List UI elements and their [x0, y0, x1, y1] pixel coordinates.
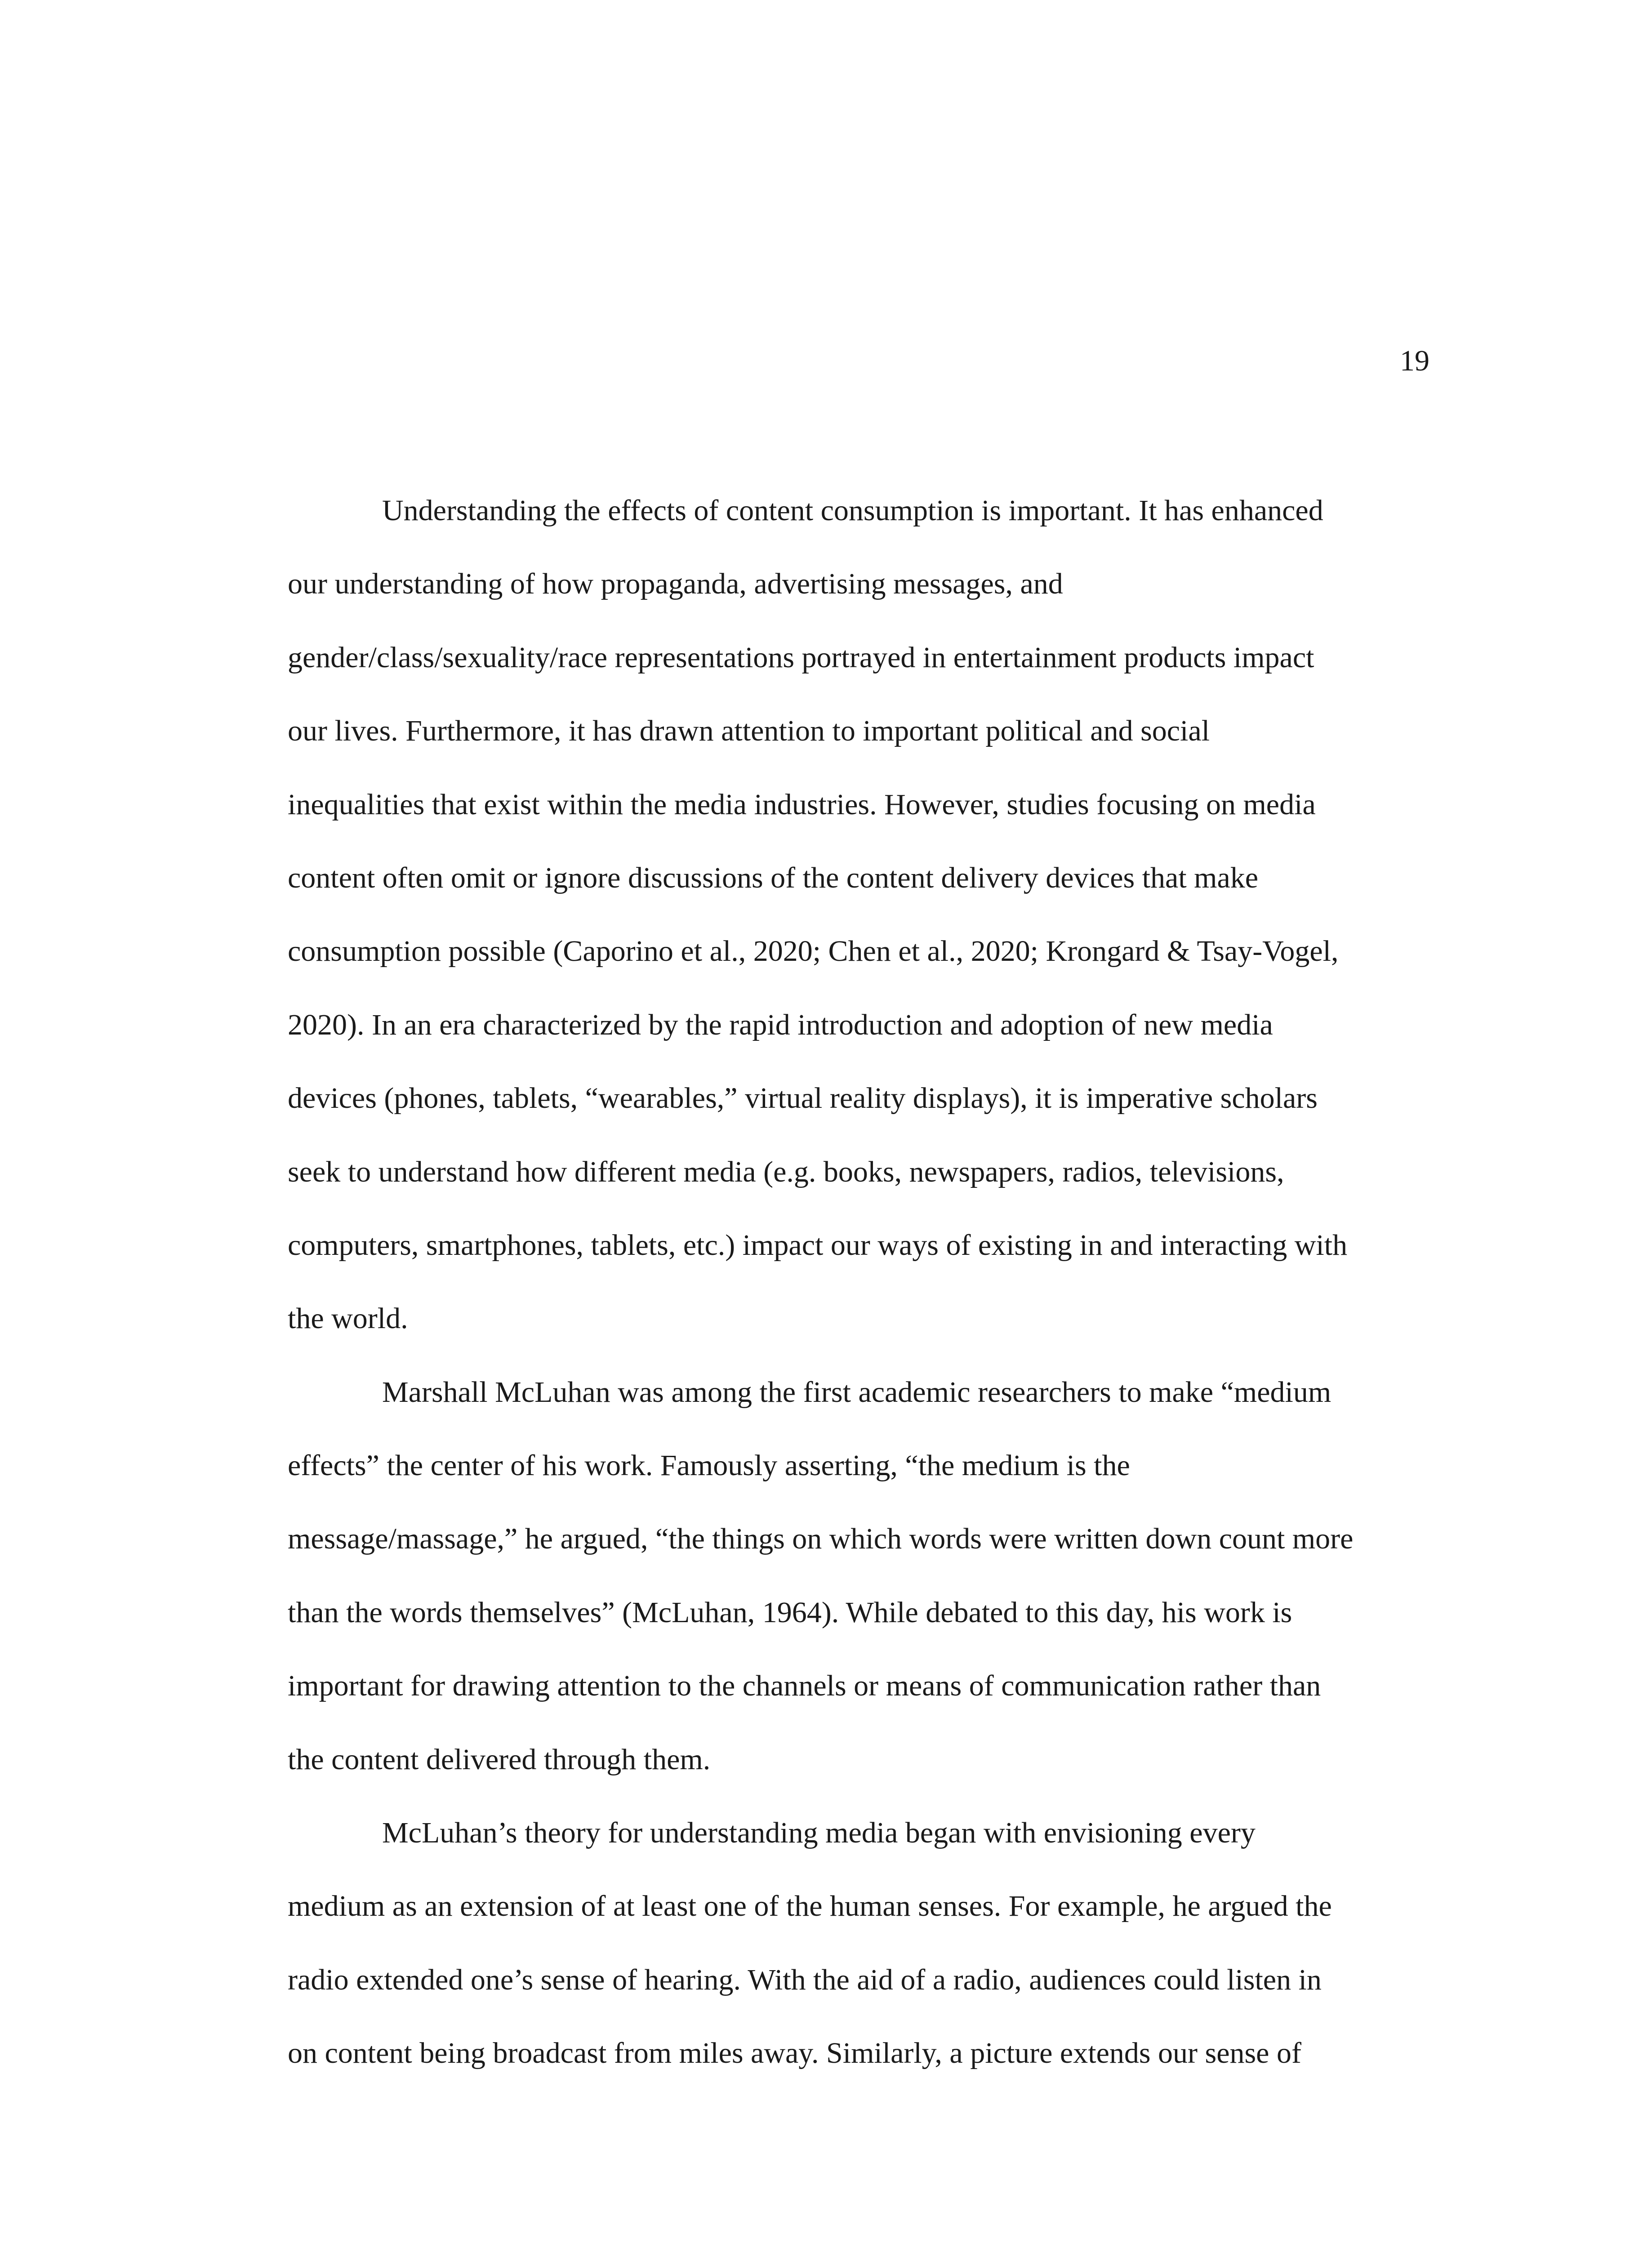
paragraph-line: Understanding the effects of content consumption is important. It has enhanced	[382, 494, 1323, 527]
paragraph-line: inequalities that exist within the media industries. However, studies focusing on media	[288, 788, 1316, 821]
paragraph-line: message/massage,” he argued, “the things on which words were written down count more	[288, 1522, 1354, 1556]
paragraph-line: than the words themselves” (McLuhan, 1964). While debated to this day, his work is	[288, 1596, 1292, 1629]
paragraph-line: the content delivered through them.	[288, 1743, 711, 1776]
paragraph-line: important for drawing attention to the channels or means of communication rather than	[288, 1669, 1321, 1703]
body-text	[288, 488, 1353, 2105]
paragraph-line: seek to understand how different media (e.g. books, newspapers, radios, televisions,	[288, 1155, 1284, 1188]
paragraph-line: Marshall McLuhan was among the first academic researchers to make “medium	[382, 1375, 1331, 1409]
paragraph-line: effects” the center of his work. Famously asserting, “the medium is the	[288, 1449, 1130, 1482]
paragraph-line: on content being broadcast from miles away. Similarly, a picture extends our sense of	[288, 2037, 1301, 2070]
paragraph-line: McLuhan’s theory for understanding media began with envisioning every	[382, 1816, 1256, 1850]
paragraph-line: 2020). In an era characterized by the rapid introduction and adoption of new media	[288, 1008, 1273, 1041]
paragraph-line: our understanding of how propaganda, advertising messages, and	[288, 567, 1063, 601]
paragraph-line: our lives. Furthermore, it has drawn attention to important political and social	[288, 714, 1210, 748]
paragraph-line: gender/class/sexuality/race representations portrayed in entertainment products impact	[288, 641, 1314, 674]
paragraph-line: content often omit or ignore discussions of the content delivery devices that make	[288, 861, 1259, 894]
paragraph-line: consumption possible (Caporino et al., 2020; Chen et al., 2020; Krongard & Tsay-Vogel,	[288, 935, 1339, 968]
paragraph-line: radio extended one’s sense of hearing. With the aid of a radio, audiences could listen in	[288, 1963, 1322, 1996]
page-number: 19	[1400, 344, 1429, 377]
paragraph-line: computers, smartphones, tablets, etc.) impact our ways of existing in and interacting with	[288, 1228, 1348, 1262]
paragraph-line: the world.	[288, 1302, 408, 1335]
paragraph-line: medium as an extension of at least one of the human senses. For example, he argued the	[288, 1890, 1332, 1923]
paragraph-line: devices (phones, tablets, “wearables,” virtual reality displays), it is imperative scholars	[288, 1082, 1318, 1115]
